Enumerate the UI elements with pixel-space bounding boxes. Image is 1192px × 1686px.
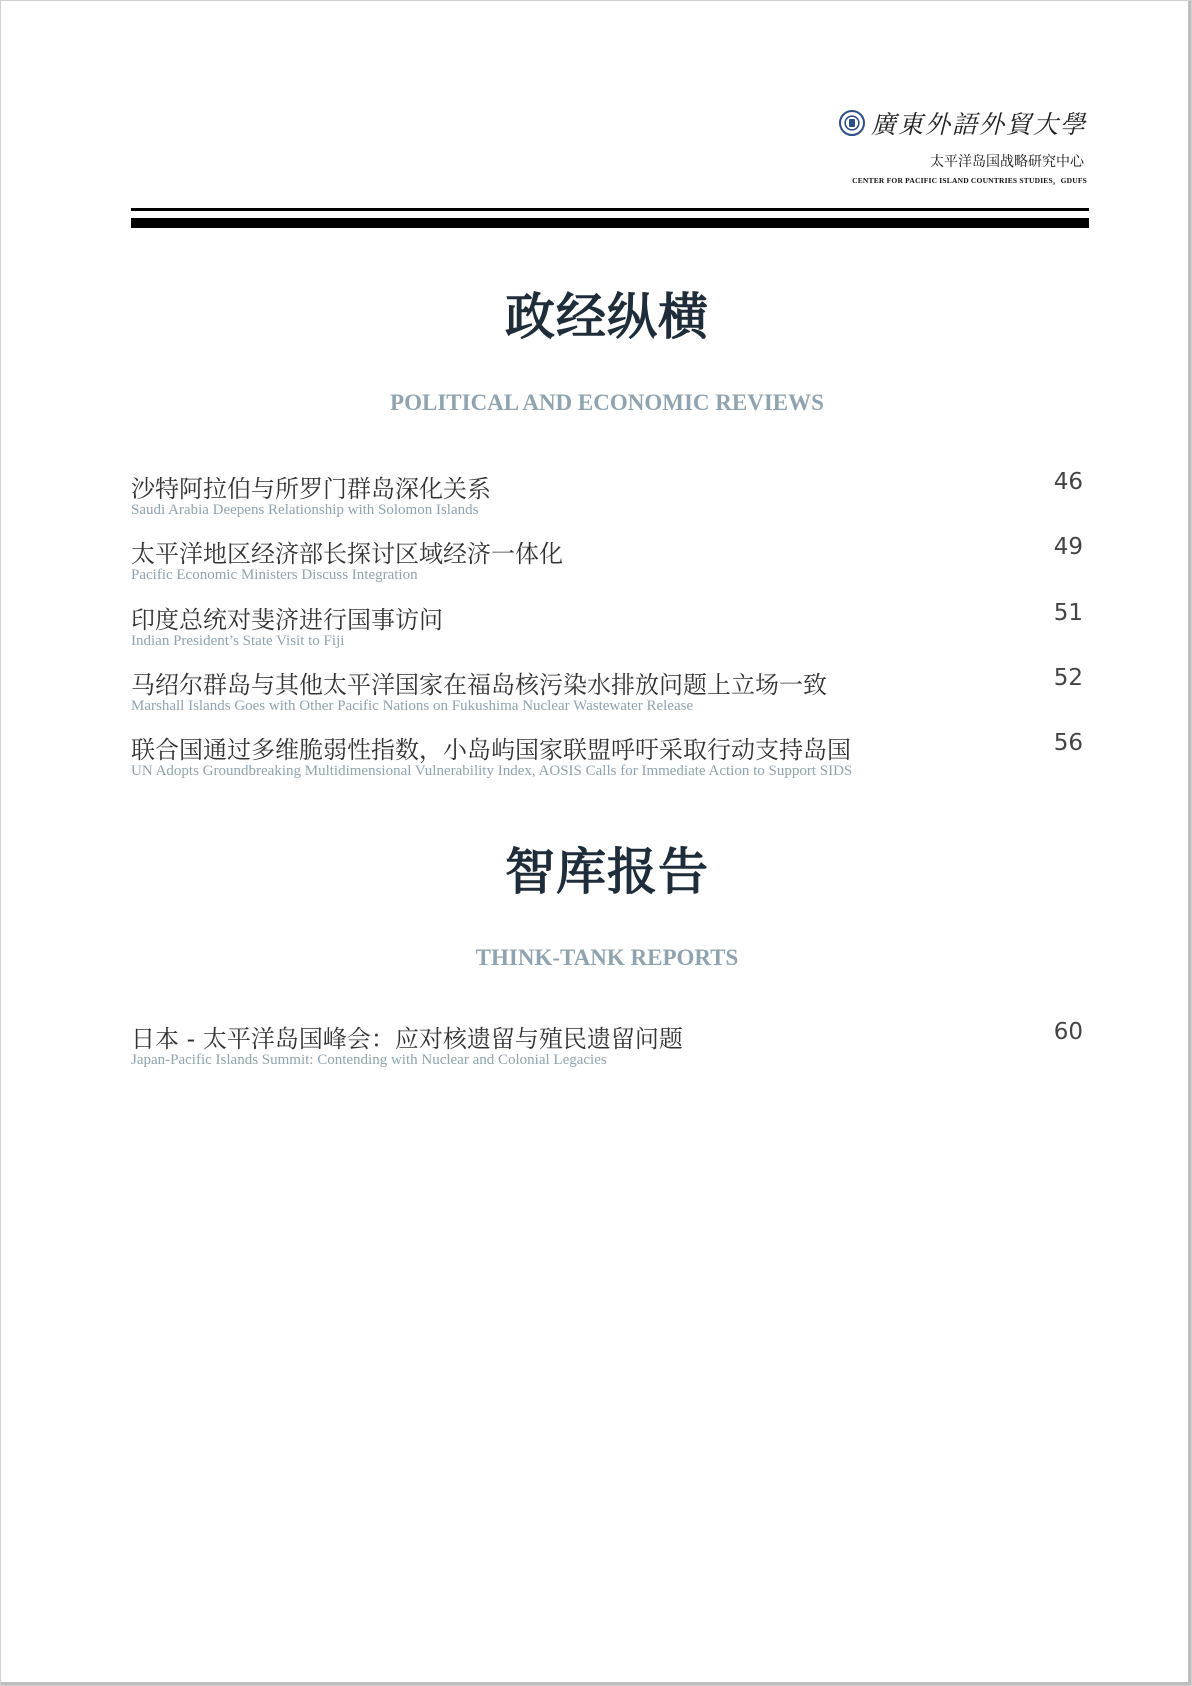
university-name: 廣東外語外貿大學 [870, 110, 1087, 139]
toc-entry-title-cn: 联合国通过多维脆弱性指数，小岛屿国家联盟呼吁采取行动支持岛国 [131, 736, 851, 764]
toc-entry-title-cn: 日本 - 太平洋岛国峰会：应对核遗留与殖民遗留问题 [131, 1025, 683, 1053]
toc-entry-title-cn: 太平洋地区经济部长探讨区域经济一体化 [131, 540, 563, 568]
research-center-name-en: CENTER FOR PACIFIC ISLAND COUNTRIES STUDIES，GDUFS [852, 176, 1087, 185]
toc-entry-title-en: Marshall Islands Goes with Other Pacific Nations on Fukushima Nuclear Wastewater Release [131, 698, 694, 714]
toc-entry[interactable] [131, 1019, 1083, 1077]
toc-entry-page-number: 49 [1053, 534, 1083, 560]
toc-entry-title-en: Japan-Pacific Islands Summit: Contending with Nuclear and Colonial Legacies [131, 1052, 607, 1068]
toc-entry-title-en: Saudi Arabia Deepens Relationship with Solomon Islands [131, 502, 479, 518]
toc-entry-title-cn: 沙特阿拉伯与所罗门群岛深化关系 [131, 475, 491, 503]
logo-row [839, 105, 1087, 141]
section-subtitle-think-tank: THINK-TANK REPORTS [475, 945, 739, 970]
toc-entry-title-cn: 印度总统对斐济进行国事访问 [131, 606, 443, 634]
section-title-think-tank: 智库报告 [505, 842, 709, 901]
university-seal-icon [839, 110, 865, 136]
toc-entry[interactable] [131, 730, 1083, 788]
header-rule-thick [131, 218, 1089, 228]
toc-entry-page-number: 52 [1053, 665, 1083, 691]
section-title-political-economic: 政经纵横 [505, 287, 709, 346]
toc-entry-title-en: Indian President’s State Visit to Fiji [131, 633, 345, 649]
toc-entry-page-number: 51 [1053, 600, 1083, 626]
toc-entry-page-number: 60 [1053, 1019, 1083, 1045]
section-subtitle-political-economic: POLITICAL AND ECONOMIC REVIEWS [390, 390, 824, 415]
header-logo-block [839, 105, 1087, 186]
toc-entry-title-en: UN Adopts Groundbreaking Multidimensional Vulnerability Index, AOSIS Calls for Immediate Action to Support SIDS [131, 763, 853, 779]
toc-entry-title-en: Pacific Economic Ministers Discuss Integration [131, 567, 418, 583]
toc-entry[interactable] [131, 469, 1083, 527]
research-center-name-cn: 太平洋岛国战略研究中心 [930, 154, 1084, 170]
header-rule-thin [131, 208, 1089, 211]
toc-entry-title-cn: 马绍尔群岛与其他太平洋国家在福岛核污染水排放问题上立场一致 [131, 671, 827, 699]
toc-entry[interactable] [131, 534, 1083, 592]
toc-entry-page-number: 56 [1053, 730, 1083, 756]
toc-entry[interactable] [131, 600, 1083, 658]
toc-entry[interactable] [131, 665, 1083, 723]
toc-entry-page-number: 46 [1053, 469, 1083, 495]
